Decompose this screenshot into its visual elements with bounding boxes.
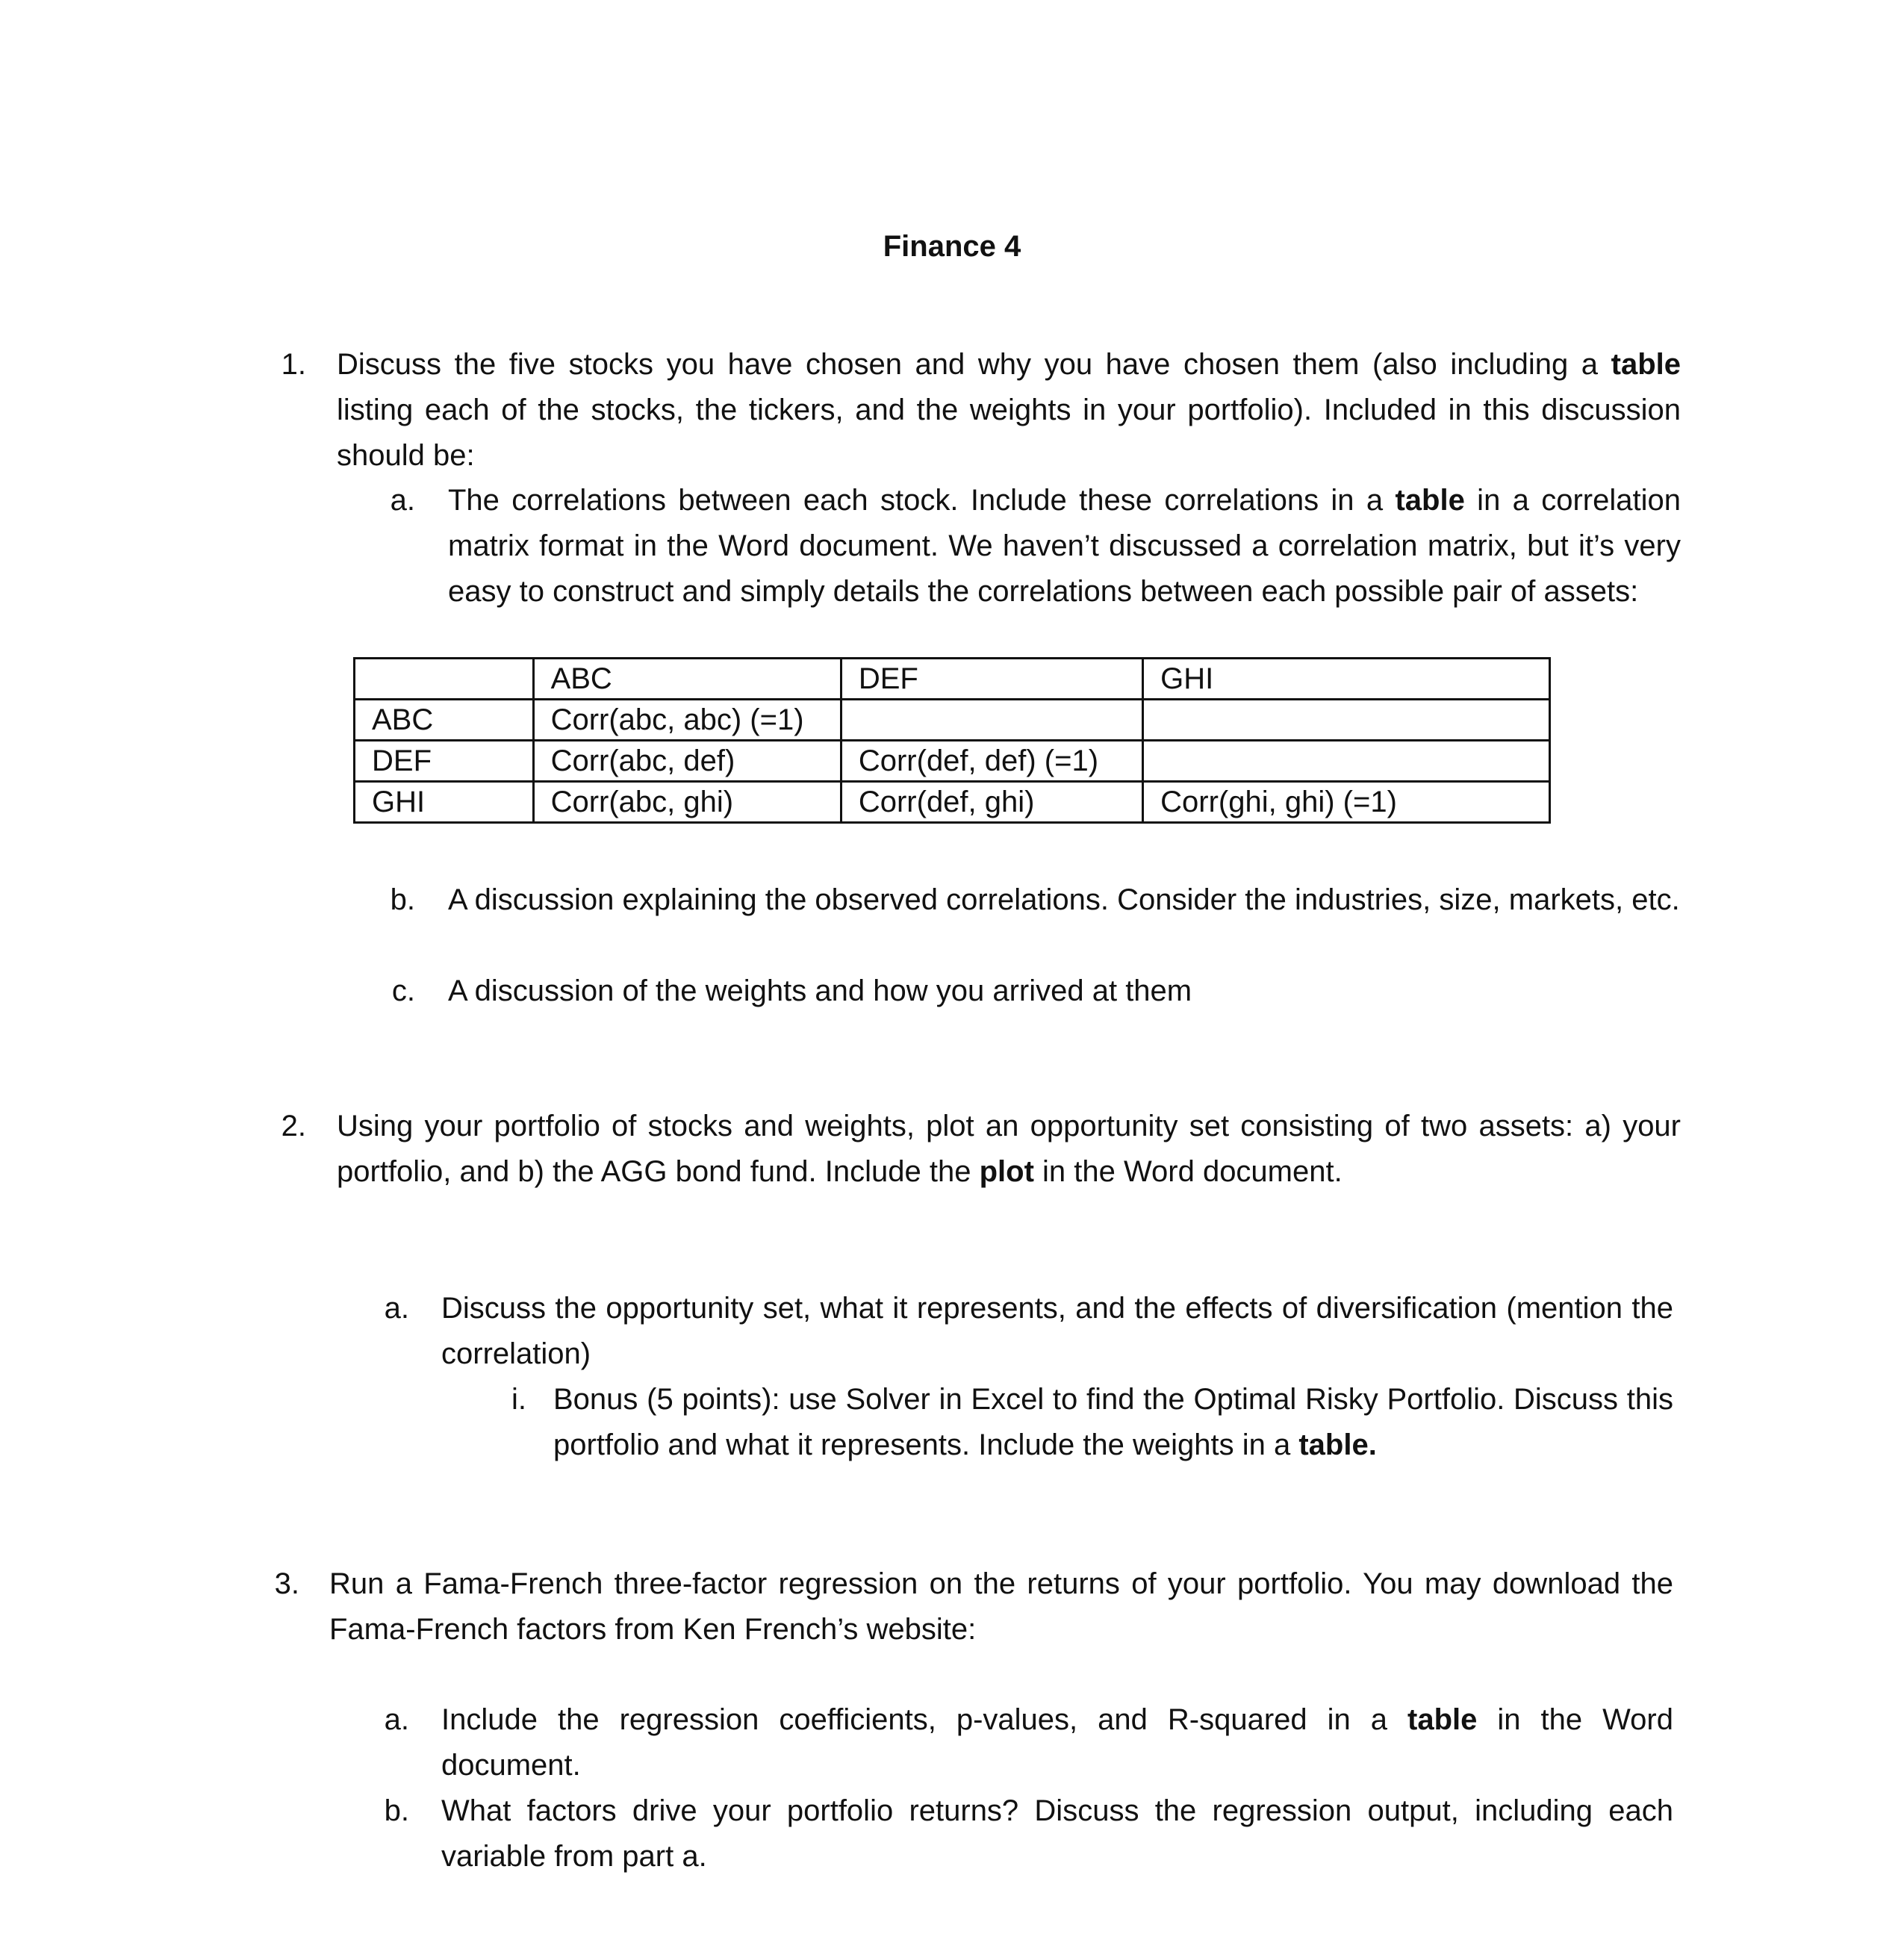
q2-number: 2. (281, 1110, 306, 1142)
q1-text (337, 342, 1681, 479)
table-cell: DEF (355, 741, 534, 782)
q1a-text-b: in a correlation matrix format in the Word document. We haven’t discussed a correlation matrix, but it’s very easy to construct and simply details the correlations between each possible pair of assets: (448, 484, 1681, 608)
q1c-text: A discussion of the weights and how you arrived at them (448, 974, 1192, 1007)
q2a-label: a. (384, 1292, 409, 1325)
q1a-label: a. (390, 484, 415, 517)
correlation-matrix-table (353, 657, 1551, 824)
table-cell: ABC (533, 659, 841, 700)
q2a-text: Discuss the opportunity set, what it represents, and the effects of diversification (mention the correlation) (441, 1292, 1673, 1370)
q1-text-b: listing each of the stocks, the tickers, and the weights in your portfolio). Included in this discussion should be: (337, 394, 1681, 472)
q3a-text-a: Include the regression coefficients, p-values, and R-squared in a (441, 1703, 1408, 1736)
q2i-text-a: Bonus (5 points): use Solver in Excel to find the Optimal Risky Portfolio. Discuss this portfolio and what it represents. Include the weights in a (553, 1383, 1673, 1461)
page-title: Finance 4 (883, 230, 1021, 263)
q3a-text-b: in the Word document. (441, 1703, 1673, 1782)
q1-bold-table: table (1611, 348, 1681, 381)
q2-text-b: in the Word document. (1033, 1155, 1343, 1188)
q3a-label: a. (384, 1703, 409, 1736)
table-cell (355, 659, 534, 700)
q1a-bold-table: table (1395, 484, 1465, 517)
q3-number: 3. (274, 1567, 299, 1600)
table-cell: Corr(def, def) (=1) (841, 741, 1142, 782)
table-cell (841, 700, 1142, 741)
table-row (355, 782, 1550, 823)
table-cell: GHI (1143, 659, 1550, 700)
q1b-text: A discussion explaining the observed correlations. Consider the industries, size, markets, etc. (448, 883, 1680, 916)
table-row (355, 741, 1550, 782)
q1-text-a: Discuss the five stocks you have chosen and why you have chosen them (also including a (337, 348, 1611, 381)
q3-text: Run a Fama-French three-factor regression on the returns of your portfolio. You may download the Fama-French factors from Ken French’s website: (329, 1567, 1673, 1646)
q1a-text (448, 478, 1681, 615)
q2i-bold-table: table. (1298, 1428, 1377, 1461)
table-cell: ABC (355, 700, 534, 741)
table-header-row (355, 659, 1550, 700)
q2-text (337, 1104, 1681, 1195)
q1a-text-a: The correlations between each stock. Include these correlations in a (448, 484, 1396, 517)
table-cell: DEF (841, 659, 1142, 700)
table-cell: GHI (355, 782, 534, 823)
q3a-text (441, 1697, 1673, 1788)
q2i-text (553, 1377, 1673, 1468)
table-cell: Corr(abc, ghi) (533, 782, 841, 823)
table-cell (1143, 700, 1550, 741)
table-cell (1143, 741, 1550, 782)
q3b-text: What factors drive your portfolio returns? Discuss the regression output, including each variable from part a. (441, 1794, 1673, 1873)
q1b-label: b. (390, 883, 415, 916)
q2-bold-plot: plot (979, 1155, 1034, 1188)
q3a-bold-table: table (1407, 1703, 1478, 1736)
q2-text-a: Using your portfolio of stocks and weights, plot an opportunity set consisting of two assets: a) your portfolio, and b) the AGG bond fund. Include the (337, 1110, 1681, 1188)
table-cell: Corr(abc, def) (533, 741, 841, 782)
table-row (355, 700, 1550, 741)
q1c-label: c. (391, 974, 415, 1007)
table-cell: Corr(abc, abc) (=1) (533, 700, 841, 741)
q2i-label: i. (511, 1383, 526, 1416)
table-cell: Corr(def, ghi) (841, 782, 1142, 823)
table-cell: Corr(ghi, ghi) (=1) (1143, 782, 1550, 823)
q1-number: 1. (281, 348, 306, 381)
q3b-label: b. (384, 1794, 409, 1827)
